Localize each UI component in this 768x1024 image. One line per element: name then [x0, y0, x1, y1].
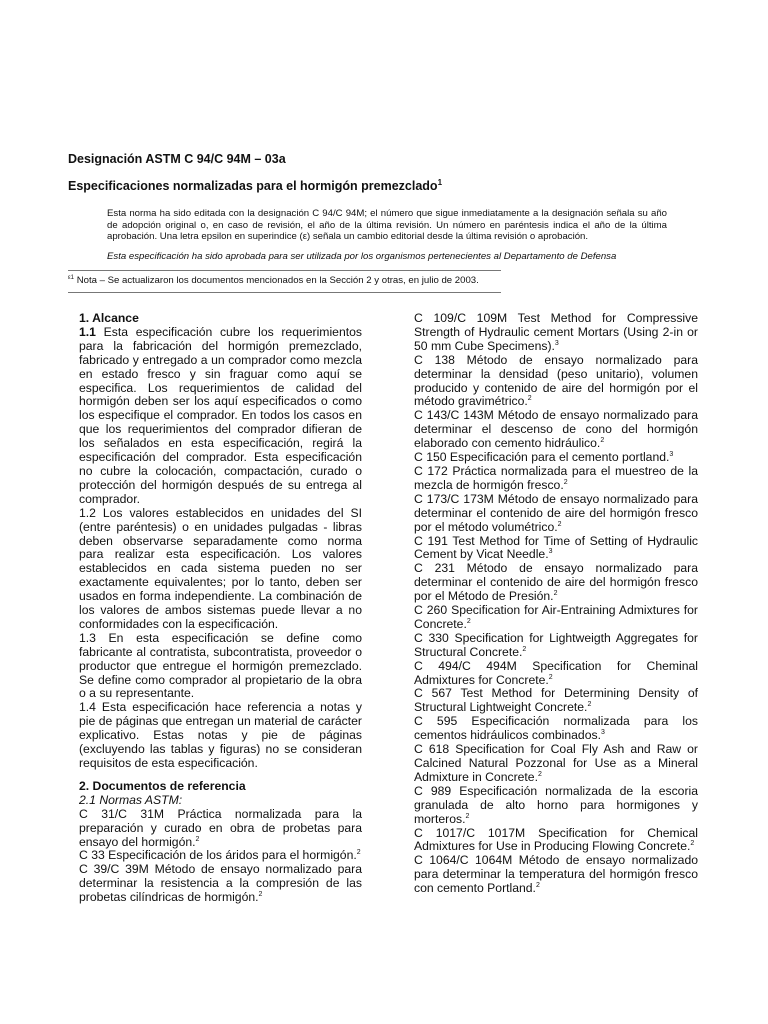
reference-footnote-marker: 3 [548, 548, 553, 556]
reference-text: C 150 Especificación para el cemento portland. [414, 450, 670, 465]
reference-item [414, 451, 698, 465]
reference-text: C 172 Práctica normalizada para el muestreo de la mezcla de hormigón fresco. [414, 463, 698, 492]
reference-item [414, 743, 698, 785]
reference-text: C 138 Método de ensayo normalizado para determinar la densidad (peso unitario), volumen producido y contenido de aire del hormigón por el método gravimétrico. [414, 352, 698, 409]
approval-notice: Esta especificación ha sido aprobada para ser utilizada por los organismos pertenecientes al Departamento de Defensa [107, 251, 617, 262]
reference-footnote-marker: 2 [557, 520, 562, 528]
reference-text: C 231 Método de ensayo normalizado para determinar el contenido de aire del hormigón fresco por el Método de Presión. [414, 561, 698, 604]
section-1-heading: 1. Alcance [79, 311, 139, 325]
reference-item [414, 562, 698, 604]
reference-text: C 1064/C 1064M Método de ensayo normalizado para determinar la temperatura del hormigón fresco con cemento Portland. [414, 853, 698, 896]
right-column [414, 312, 698, 896]
reference-footnote-marker: 2 [587, 701, 592, 709]
reference-item [414, 687, 698, 715]
paragraph-1-4: 1.4 Esta especificación hace referencia a notas y pie de páginas que entregan un material de carácter explicativo. Estas notas y pie de páginas (excluyendo las tablas y figuras) no se consideran requisitos de esta especificación. [79, 700, 362, 770]
reference-footnote-marker: 2 [258, 891, 263, 899]
reference-text: C 33 Especificación de los áridos para el hormigón. [79, 848, 357, 863]
reference-footnote-marker: 2 [465, 812, 470, 820]
reference-footnote-marker: 2 [563, 478, 568, 486]
reference-text: C 330 Specification for Lightweigth Aggregates for Structural Concrete. [414, 630, 698, 659]
reference-footnote-marker: 2 [535, 882, 540, 890]
reference-text: C 173/C 173M Método de ensayo normalizado para determinar el contenido de aire del hormigón fresco por el método volumétrico. [414, 491, 698, 534]
section-2-heading: 2. Documentos de referencia [79, 778, 246, 793]
footnote-divider-bottom [68, 292, 501, 293]
paragraph-1-3: 1.3 En esta especificación se define como fabricante al contratista, subcontratista, proveedor o productor que entregue el hormigón premezclado. Se define como comprador al propietario de la obra o a su representante. [79, 630, 362, 701]
reference-item [79, 808, 362, 850]
title-footnote-marker: 1 [437, 178, 443, 187]
reference-item [414, 715, 698, 743]
reference-footnote-marker: 2 [466, 617, 471, 625]
edition-notice [107, 208, 667, 243]
reference-footnote-marker: 3 [600, 729, 605, 737]
paragraph-1-1 [79, 326, 362, 507]
reference-item [414, 827, 698, 855]
reference-text: C 191 Test Method for Time of Setting of Hydraulic Cement by Vicat Needle. [414, 533, 698, 562]
paragraph-1-1-text: Esta especificación cubre los requerimientos para la fabricación del hormigón premezclado, fabricado y entregado a un comprador como mezcla en estado fresco y sin fraguar como aquí se especifica. Los requerimientos de calidad del hormigón deben ser los aquí especificados o como los especifique el comprador. En todos los casos en que los requerimientos del comprador difieran de los señalados en esta especificación, regirá la especificación del comprador. Esta especificación no cubre la colocación, compactación, curado o protección del hormigón después de su entrega al comprador. [79, 324, 362, 506]
reference-text: C 31/C 31M Práctica normalizada para la preparación y curado en obra de probetas para ensayo del hormigón. [79, 806, 362, 849]
reference-footnote-marker: 2 [553, 590, 558, 598]
reference-footnote-marker: 3 [669, 451, 674, 458]
paragraph-1-2: 1.2 Los valores establecidos en unidades del SI (entre paréntesis) o en unidades pulgadas - libras deben observarse separadamente como norma para realizar esta especificación. Los valores establecidos en cada sistema pueden no ser exactamente equivalentes; por lo tanto, deben ser usados en forma independiente. La combinación de los valores de ambos sistemas puede llevar a no conformidades con la especificación. [79, 505, 362, 631]
reference-item [79, 849, 362, 863]
reference-item [414, 785, 698, 827]
reference-item [414, 493, 698, 535]
reference-text: C 989 Especificación normalizada de la escoria granulada de alto horno para hormigones y morteros. [414, 783, 698, 826]
reference-item [414, 354, 698, 410]
reference-text: C 143/C 143M Método de ensayo normalizado para determinar el descenso de cono del hormigón elaborado con cemento hidráulico. [414, 408, 698, 451]
edition-notice-text: Esta norma ha sido editada con la designación C 94/C 94M; el número que sigue inmediatamente a la designación señala su año de adopción original o, en caso de revisión, el año de la última revisión. Un número en paréntesis indica el año de la última aprobación. Una letra epsilon en superindice (ε) señala un cambio editorial desde la última revisión o aprobación. [107, 208, 667, 242]
reference-footnote-marker: 2 [356, 849, 361, 857]
reference-item [414, 535, 698, 563]
reference-item [414, 312, 698, 354]
reference-footnote-marker: 2 [522, 645, 527, 653]
footnote [68, 275, 479, 286]
reference-item [79, 863, 362, 905]
reference-footnote-marker: 3 [554, 339, 559, 347]
document-designation: Designación ASTM C 94/C 94M – 03a [68, 152, 286, 166]
footnote-marker: ε1 [68, 275, 75, 281]
reference-footnote-marker: 2 [690, 840, 695, 848]
reference-item [414, 660, 698, 688]
paragraph-1-1-number: 1.1 [79, 324, 96, 339]
reference-footnote-marker: 2 [195, 835, 200, 843]
reference-text: C 109/C 109M Test Method for Compressive Strength of Hydraulic cement Mortars (Using 2-in or 50 mm Cube Specimens). [414, 311, 698, 353]
section-2-1-heading: 2.1 Normas ASTM: [79, 792, 183, 807]
reference-text: C 39/C 39M Método de ensayo normalizado para determinar la resistencia a la compresión de las probetas cilíndricas de hormigón. [79, 862, 362, 905]
reference-footnote-marker: 2 [548, 673, 553, 681]
footnote-divider-top [68, 270, 501, 271]
reference-text: C 494/C 494M Specification for Cheminal Admixtures for Concrete. [414, 658, 698, 687]
reference-item [414, 632, 698, 660]
document-title-text: Especificaciones normalizadas para el hormigón premezclado [68, 179, 438, 194]
reference-text: C 595 Especificación normalizada para los cementos hidráulicos combinados. [414, 714, 698, 743]
reference-text: C 1017/C 1017M Specification for Chemical Admixtures for Use in Producing Flowing Concrete. [414, 825, 698, 854]
footnote-text: Nota – Se actualizaron los documentos mencionados en la Sección 2 y otras, en julio de 2003. [76, 275, 479, 287]
reference-text: C 260 Specification for Air-Entraining Admixtures for Concrete. [414, 603, 698, 631]
reference-footnote-marker: 2 [537, 770, 542, 778]
reference-item [414, 409, 698, 451]
reference-footnote-marker: 2 [600, 437, 605, 445]
left-column [79, 312, 362, 905]
reference-text: C 618 Specification for Coal Fly Ash and Raw or Calcined Natural Pozzonal for Use as a Mineral Admixture in Concrete. [414, 742, 698, 784]
document-title [68, 178, 442, 193]
reference-footnote-marker: 2 [527, 395, 532, 403]
reference-item [414, 854, 698, 896]
reference-item [414, 465, 698, 493]
reference-item [414, 604, 698, 632]
reference-text: C 567 Test Method for Determining Density of Structural Lightweight Concrete. [414, 686, 698, 715]
